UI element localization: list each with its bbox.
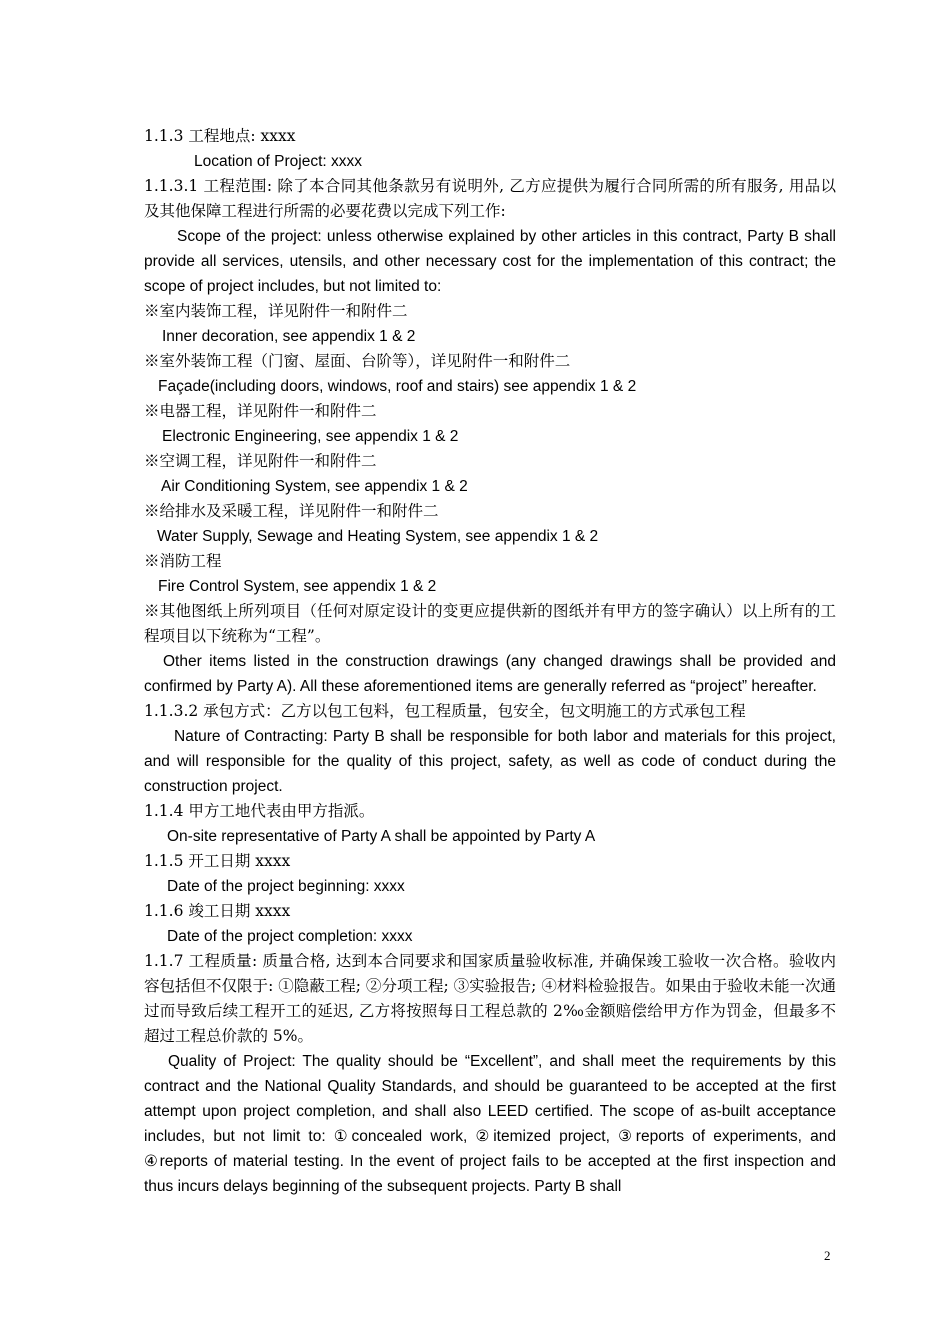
section-1-1-3-2-english: Nature of Contracting: Party B shall be responsible for both labor and materials for this project, and will responsible for the quality of this project, safety, as well as code of conduct during the construction project. <box>144 728 836 795</box>
scope-item-6-english: Fire Control System, see appendix 1 & 2 <box>158 578 437 595</box>
section-1-1-7-chinese: 1.1.7 工程质量: 质量合格, 达到本合同要求和国家质量验收标准, 并确保竣工验收一次合格。验收内容包括但不仅限于: ①隐蔽工程; ②分项工程; ③实验报告; ④材料检验报告。如果由于验收未能一次通过而导致后续工程开工的延迟, 乙方将按照每日工程总款的 2‰金额赔偿给甲方作为罚金，但最多不超过工程总价款的 5%。 <box>144 952 836 1045</box>
scope-item-3-chinese: ※电器工程，详见附件一和附件二 <box>144 402 377 420</box>
scope-item-5-chinese: ※给排水及采暖工程，详见附件一和附件二 <box>144 502 439 520</box>
scope-item-1-english: Inner decoration, see appendix 1 & 2 <box>162 328 416 345</box>
scope-item-2-english: Façade(including doors, windows, roof and stairs) see appendix 1 & 2 <box>158 378 637 395</box>
section-1-1-3-2-chinese: 1.1.3.2 承包方式：乙方以包工包料，包工程质量，包安全，包文明施工的方式承包工程 <box>144 702 746 720</box>
scope-item-7-chinese: ※其他图纸上所列项目（任何对原定设计的变更应提供新的图纸并有甲方的签字确认）以上所有的工程项目以下统称为“工程”。 <box>144 602 836 645</box>
scope-item-3-english: Electronic Engineering, see appendix 1 & 2 <box>162 428 459 445</box>
section-1-1-3-1-english: Scope of the project: unless otherwise explained by other articles in this contract, Party B shall provide all services, utensils, and other necessary cost for the implementation of this contract; the scope of project includes, but not limited to: <box>144 228 836 295</box>
section-1-1-3-english: Location of Project: xxxx <box>194 153 362 170</box>
section-1-1-4-chinese: 1.1.4 甲方工地代表由甲方指派。 <box>144 802 375 820</box>
scope-item-4-english: Air Conditioning System, see appendix 1 & 2 <box>161 478 468 495</box>
section-1-1-5-chinese: 1.1.5 开工日期 xxxx <box>144 852 291 870</box>
page-number: 2 <box>824 1248 831 1263</box>
section-1-1-5-english: Date of the project beginning: xxxx <box>167 878 405 895</box>
scope-item-7-english: Other items listed in the construction drawings (any changed drawings shall be provided and confirmed by Party A). All these aforementioned items are generally referred as “project” hereafter. <box>144 653 836 695</box>
section-1-1-4-english: On-site representative of Party A shall be appointed by Party A <box>167 828 596 845</box>
section-1-1-3-1-chinese: 1.1.3.1 工程范围: 除了本合同其他条款另有说明外, 乙方应提供为履行合同所需的所有服务, 用品以及其他保障工程进行所需的必要花费以完成下列工作: <box>144 177 836 220</box>
contract-body <box>144 124 836 1199</box>
scope-item-6-chinese: ※消防工程 <box>144 552 222 570</box>
scope-item-4-chinese: ※空调工程，详见附件一和附件二 <box>144 452 377 470</box>
section-1-1-6-chinese: 1.1.6 竣工日期 xxxx <box>144 902 291 920</box>
scope-item-2-chinese: ※室外装饰工程（门窗、屋面、台阶等），详见附件一和附件二 <box>144 352 571 370</box>
scope-item-1-chinese: ※室内装饰工程，详见附件一和附件二 <box>144 302 408 320</box>
section-1-1-6-english: Date of the project completion: xxxx <box>167 928 413 945</box>
scope-item-5-english: Water Supply, Sewage and Heating System, see appendix 1 & 2 <box>157 528 599 545</box>
section-1-1-3-heading: 1.1.3 工程地点: xxxx <box>144 127 296 145</box>
section-1-1-7-english: Quality of Project: The quality should be “Excellent”, and shall meet the requirements by this contract and the National Quality Standards, and should be guaranteed to be accepted at the first attempt upon project completion, and shall also LEED certified. The scope of as-built acceptance includes, but not limit to: ①concealed work, ②itemized project, ③reports of experiments, and ④reports of material testing. In the event of project fails to be accepted at the first inspection and thus incurs delays beginning of the subsequent projects. Party B shall <box>144 1053 836 1195</box>
